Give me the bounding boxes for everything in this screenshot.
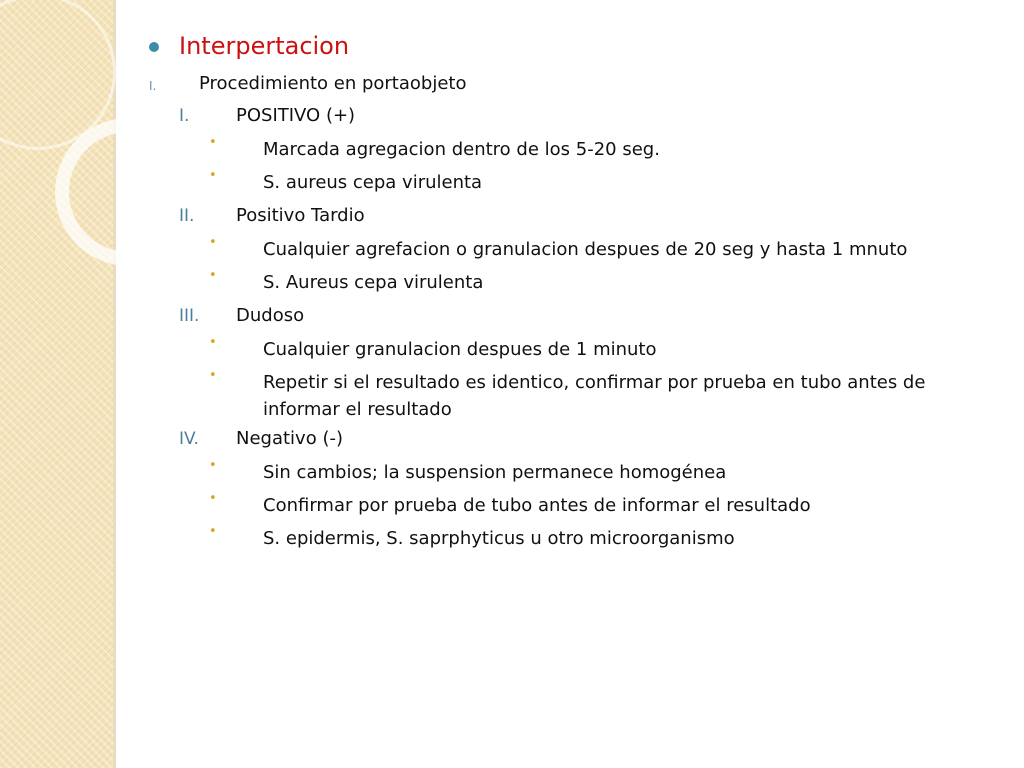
title-row xyxy=(140,28,1000,66)
bullet-icon: • xyxy=(209,524,217,539)
section-marker: I. xyxy=(149,79,157,93)
list-item-text: Confirmar por prueba de tubo antes de informar el resultado xyxy=(263,495,811,516)
list-item-text: Marcada agregacion dentro de los 5-20 seg. xyxy=(263,139,660,160)
group-heading xyxy=(140,300,1000,334)
slide-title: Interpertacion xyxy=(179,32,350,60)
group-marker: II. xyxy=(179,206,195,226)
group-marker: I. xyxy=(179,106,190,126)
bullet-icon: • xyxy=(209,368,217,383)
list-item xyxy=(140,234,1000,267)
group-marker: III. xyxy=(179,306,200,326)
bullet-icon: • xyxy=(209,491,217,506)
group-heading xyxy=(140,200,1000,234)
bullet-icon: • xyxy=(209,168,217,183)
list-item-text: Cualquier granulacion despues de 1 minuto xyxy=(263,339,657,360)
list-item xyxy=(140,334,1000,367)
list-item xyxy=(140,134,1000,167)
group-label: Positivo Tardio xyxy=(236,205,365,226)
list-item xyxy=(140,490,1000,523)
round-bullet-icon xyxy=(149,42,159,52)
list-item xyxy=(140,523,1000,556)
list-item xyxy=(140,367,1000,423)
list-item xyxy=(140,167,1000,200)
bullet-icon: • xyxy=(209,268,217,283)
list-item-text: Cualquier agrefacion o granulacion despues de 20 seg y hasta 1 mnuto xyxy=(263,239,908,260)
section-heading xyxy=(140,66,1000,100)
group-marker: IV. xyxy=(179,429,199,449)
group-heading xyxy=(140,423,1000,457)
bullet-icon: • xyxy=(209,235,217,250)
bullet-icon: • xyxy=(209,458,217,473)
group-heading xyxy=(140,100,1000,134)
list-item-text: S. aureus cepa virulenta xyxy=(263,172,483,193)
decorative-side-panel xyxy=(0,0,116,768)
section-label: Procedimiento en portaobjeto xyxy=(199,73,467,94)
group-label: POSITIVO (+) xyxy=(236,105,356,126)
bullet-icon: • xyxy=(209,335,217,350)
list-item xyxy=(140,457,1000,490)
group-label: Dudoso xyxy=(236,305,305,326)
slide-content xyxy=(140,28,1000,556)
list-item-text: S. epidermis, S. saprphyticus u otro microorganismo xyxy=(263,528,735,549)
list-item-text: Sin cambios; la suspension permanece homogénea xyxy=(263,462,727,483)
list-item-text: Repetir si el resultado es identico, confirmar por prueba en tubo antes de informar el resultado xyxy=(263,372,926,420)
list-item xyxy=(140,267,1000,300)
group-label: Negativo (-) xyxy=(236,428,343,449)
list-item-text: S. Aureus cepa virulenta xyxy=(263,272,484,293)
bullet-icon: • xyxy=(209,135,217,150)
